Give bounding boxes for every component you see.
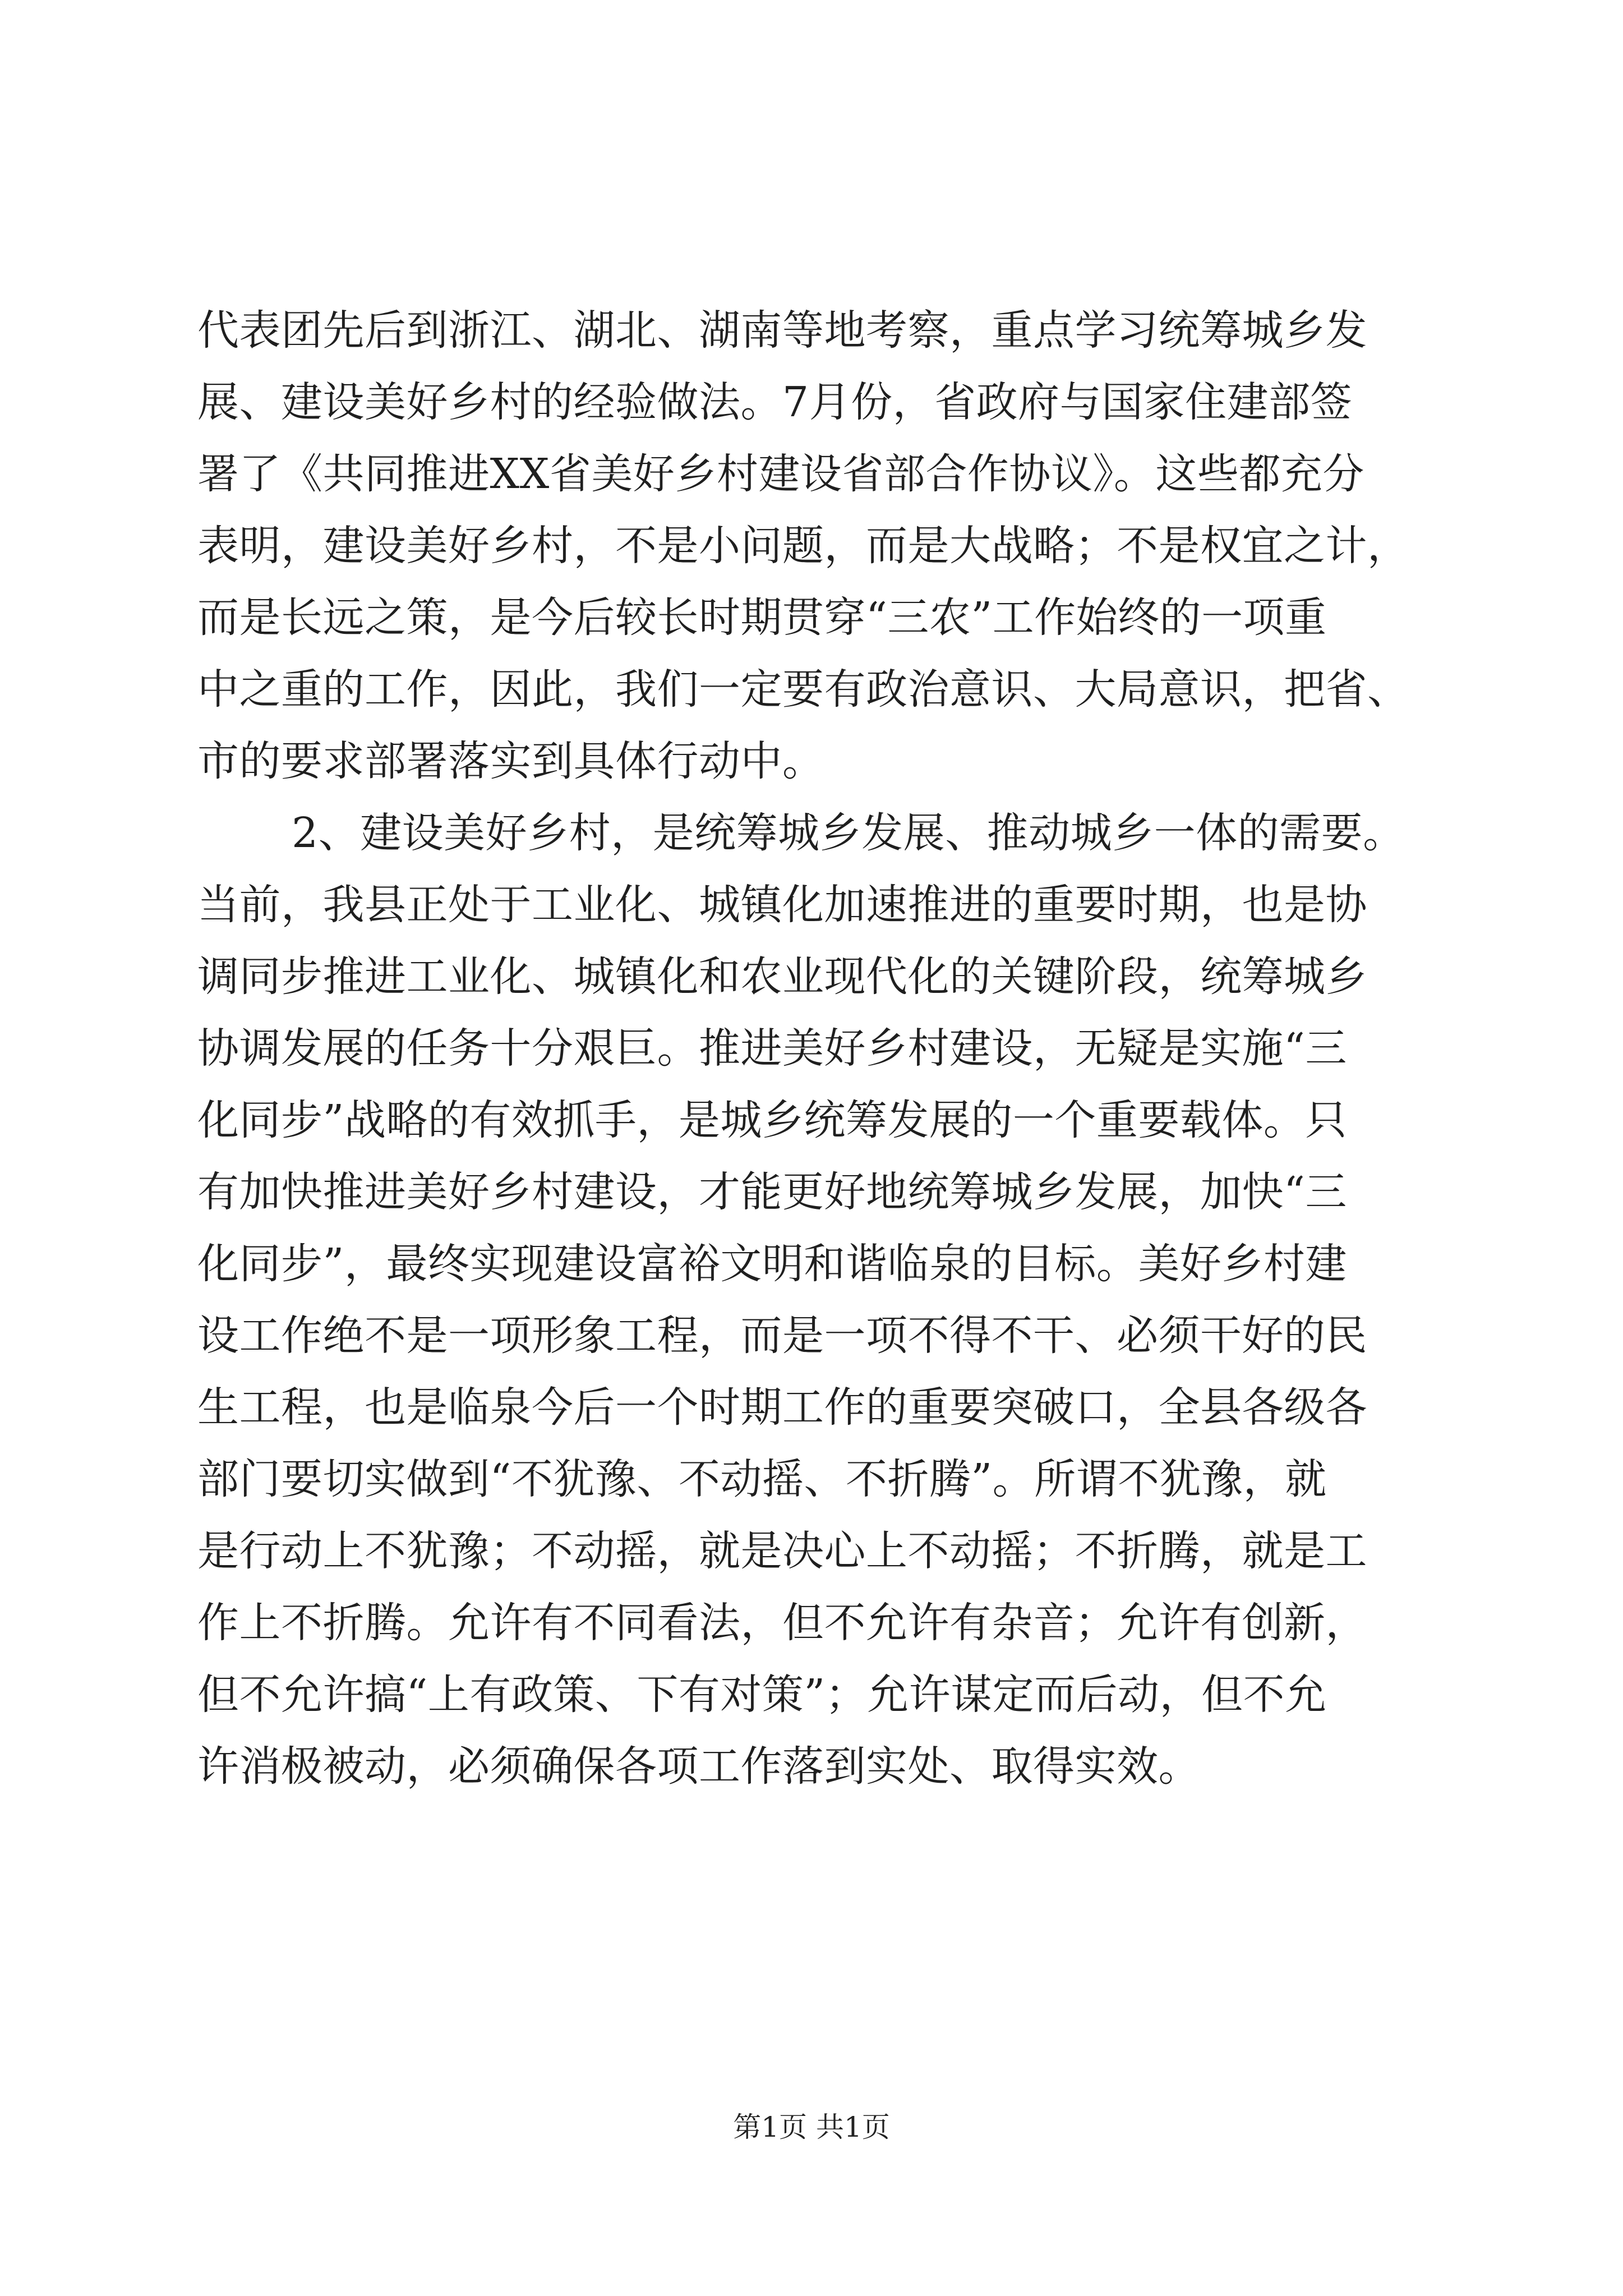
- text-line: 但不允许搞“上有政策、下有对策”；允许谋定而后动，但不允: [197, 1671, 1327, 1719]
- text-line: 有加快推进美好乡村建设，才能更好地统筹城乡发展，加快“三: [197, 1168, 1347, 1216]
- text-line: 而是长远之策，是今后较长时期贯穿“三农”工作始终的一项重: [197, 593, 1327, 642]
- text-line: 设工作绝不是一项形象工程，而是一项不得不干、必须干好的民: [197, 1312, 1367, 1360]
- text-line: 代表团先后到浙江、湖北、湖南等地考察，重点学习统筹城乡发: [197, 306, 1367, 355]
- page-number-footer: 第1页 共1页: [733, 2111, 890, 2143]
- text-line: 署了《共同推进XX省美好乡村建设省部合作协议》。这些都充分: [197, 450, 1364, 498]
- paragraph-start-line: 2、建设美好乡村，是统筹城乡发展、推动城乡一体的需要。: [292, 809, 1405, 857]
- text-line: 生工程，也是临泉今后一个时期工作的重要突破口，全县各级各: [197, 1383, 1367, 1432]
- text-line: 表明，建设美好乡村，不是小问题，而是大战略；不是权宜之计，: [197, 522, 1409, 570]
- text-line: 调同步推进工业化、城镇化和农业现代化的关键阶段，统筹城乡: [197, 953, 1367, 1001]
- text-line: 展、建设美好乡村的经验做法。7月份，省政府与国家住建部签: [197, 378, 1353, 426]
- text-line: 许消极被动，必须确保各项工作落到实处、取得实效。: [197, 1742, 1200, 1791]
- text-line: 化同步”战略的有效抓手，是城乡统筹发展的一个重要载体。只: [197, 1096, 1347, 1144]
- text-line: 协调发展的任务十分艰巨。推进美好乡村建设，无疑是实施“三: [197, 1024, 1347, 1073]
- body-text: [197, 295, 1426, 1802]
- text-line: 市的要求部署落实到具体行动中。: [197, 737, 824, 785]
- text-line: 是行动上不犹豫；不动摇，就是决心上不动摇；不折腾，就是工: [197, 1527, 1367, 1575]
- text-line: 化同步”，最终实现建设富裕文明和谐临泉的目标。美好乡村建: [197, 1240, 1347, 1288]
- text-line: 当前，我县正处于工业化、城镇化加速推进的重要时期，也是协: [197, 881, 1367, 929]
- text-line: 中之重的工作，因此，我们一定要有政治意识、大局意识，把省、: [197, 665, 1409, 714]
- text-line: 作上不折腾。允许有不同看法，但不允许有杂音；允许有创新，: [197, 1599, 1367, 1647]
- text-line: 部门要切实做到“不犹豫、不动摇、不折腾”。所谓不犹豫，就: [197, 1455, 1327, 1503]
